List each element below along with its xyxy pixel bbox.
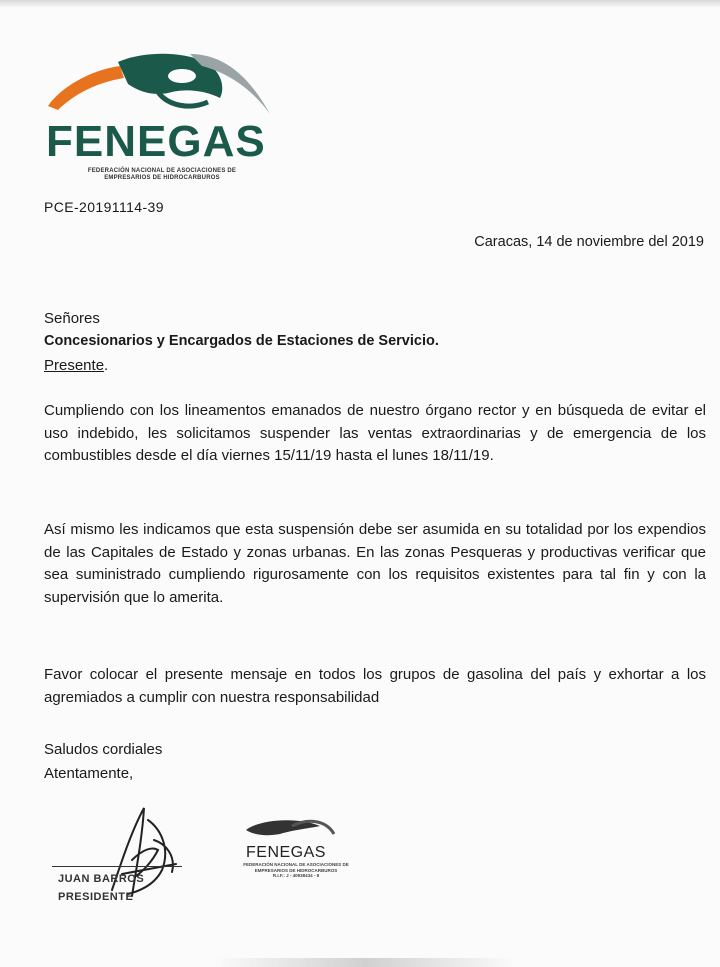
- body-paragraph-2: Así mismo les indicamos que esta suspensión debe ser asumida en su totalidad por los expendios de las Capitales de Estado y zonas urbanas. En las zonas Pesqueras y productivas verificar que sea suministrado cumpliendo rigurosamente con los requisitos existentes para tal fin y con la supervisión que lo amerita.: [44, 521, 706, 606]
- presente-line: [44, 354, 108, 377]
- logo-subtitle-line-1: FEDERACIÓN NACIONAL DE ASOCIACIONES DE: [87, 168, 237, 174]
- presente-word: Presente: [44, 357, 105, 374]
- closing-greeting: Saludos cordiales: [44, 741, 163, 758]
- stamp-line-3: R.I.F.: J - 40938434 - 8: [272, 873, 320, 878]
- addressee: Concesionarios y Encargados de Estaciones de Servicio.: [44, 333, 439, 349]
- stamp-line-2: EMPRESARIOS DE HIDROCARBUROS: [254, 867, 338, 873]
- scan-shadow: [0, 0, 720, 8]
- closing-sincerely: Atentamente,: [44, 765, 134, 782]
- signature-line: [52, 866, 182, 867]
- stamp-details: [206, 862, 386, 879]
- date-line: Caracas, 14 de noviembre del 2019: [474, 234, 704, 250]
- body-paragraph-3: Favor colocar el presente mensaje en todos los grupos de gasolina del país y exhortar a los agremiados a cumplir con nuestra responsabilidad: [44, 666, 706, 706]
- stamp-brand: FENEGAS: [246, 844, 326, 861]
- salutation: Señores: [44, 310, 100, 327]
- logo-brand-text: FENEGAS: [46, 117, 266, 166]
- signatory-block: [58, 870, 144, 906]
- signatory-name: JUAN BARROS: [58, 873, 145, 885]
- reference-number: PCE-20191114-39: [44, 199, 164, 215]
- signatory-title: PRESIDENTE: [58, 891, 134, 903]
- logo-subtitle: [52, 168, 272, 182]
- stamp-line-1: FEDERACIÓN NACIONAL DE ASOCIACIONES DE: [243, 862, 349, 867]
- scan-artifact: [215, 958, 515, 967]
- logo-subtitle-line-2: EMPRESARIOS DE HIDROCARBUROS: [104, 175, 220, 181]
- presente-period: .: [104, 357, 109, 374]
- body-paragraph-1: Cumpliendo con los lineamentos emanados de nuestro órgano rector y en búsqueda de evitar el uso indebido, les solicitamos suspender las ventas extraordinarias y de emergencia de los combustibles desde el día viernes 15/11/19 hasta el lunes 18/11/19.: [44, 402, 706, 464]
